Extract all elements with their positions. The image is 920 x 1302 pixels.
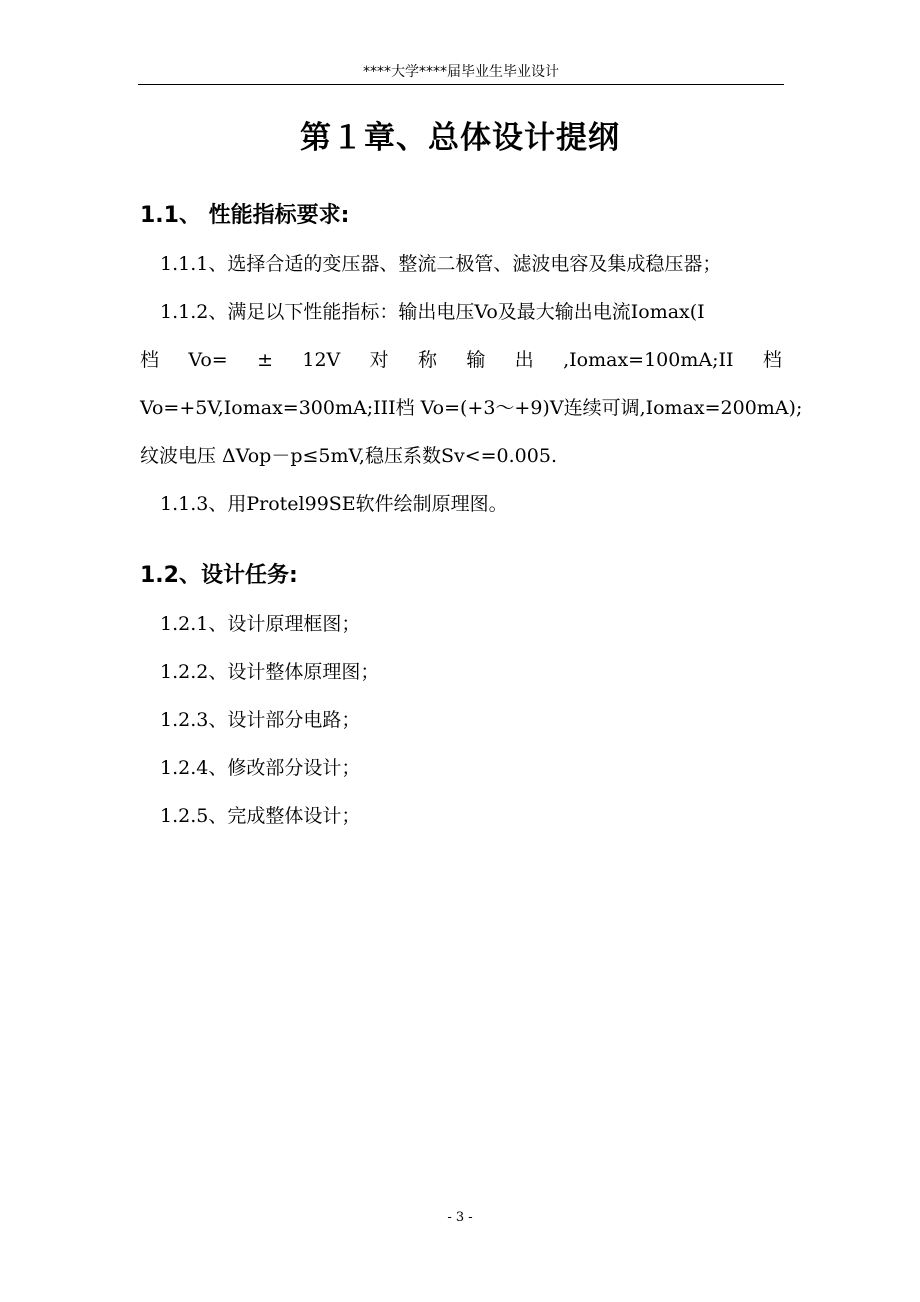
item-1-2-3: 1.2.3、设计部分电路； [160, 709, 361, 731]
word: 出 [514, 349, 534, 371]
word: 档 [140, 349, 160, 371]
item-1-2-4: 1.2.4、修改部分设计； [160, 757, 361, 779]
item-1-1-2-line-3: Vo=+5V,Iomax=300mA;III档 Vo=(+3～+9)V连续可调,Iomax=200mA); [140, 397, 803, 419]
word: 称 [418, 349, 438, 371]
item-1-2-5: 1.2.5、完成整体设计； [160, 805, 361, 827]
item-1-2-1: 1.2.1、设计原理框图； [160, 613, 361, 635]
header-rule [138, 84, 784, 85]
word: ± [257, 349, 273, 371]
item-1-1-2-line-1: 1.1.2、满足以下性能指标：输出电压Vo及最大输出电流Iomax(I [160, 301, 705, 323]
section-1-2-heading: 1.2、设计任务: [140, 563, 298, 588]
word: 12V [302, 349, 341, 371]
section-1-1-heading: 1.1、 性能指标要求: [140, 203, 350, 228]
word: 对 [369, 349, 389, 371]
item-1-1-1: 1.1.1、选择合适的变压器、整流二极管、滤波电容及集成稳压器； [160, 253, 722, 275]
word: ,Iomax=100mA;II [563, 349, 734, 371]
item-1-1-3: 1.1.3、用Protel99SE软件绘制原理图。 [160, 493, 508, 515]
word: Vo= [188, 349, 228, 371]
word: 档 [762, 349, 782, 371]
item-1-2-2: 1.2.2、设计整体原理图； [160, 661, 380, 683]
word: 输 [466, 349, 486, 371]
page-number: - 3 - [447, 1210, 473, 1225]
item-1-1-2-line-2 [140, 348, 782, 372]
page-header: ****大学****届毕业生毕业设计 [363, 64, 559, 80]
chapter-title: 第１章、总体设计提纲 [300, 120, 620, 156]
item-1-1-2-line-4: 纹波电压 ΔVop－p≤5mV,稳压系数Sv<=0.005. [140, 445, 557, 467]
